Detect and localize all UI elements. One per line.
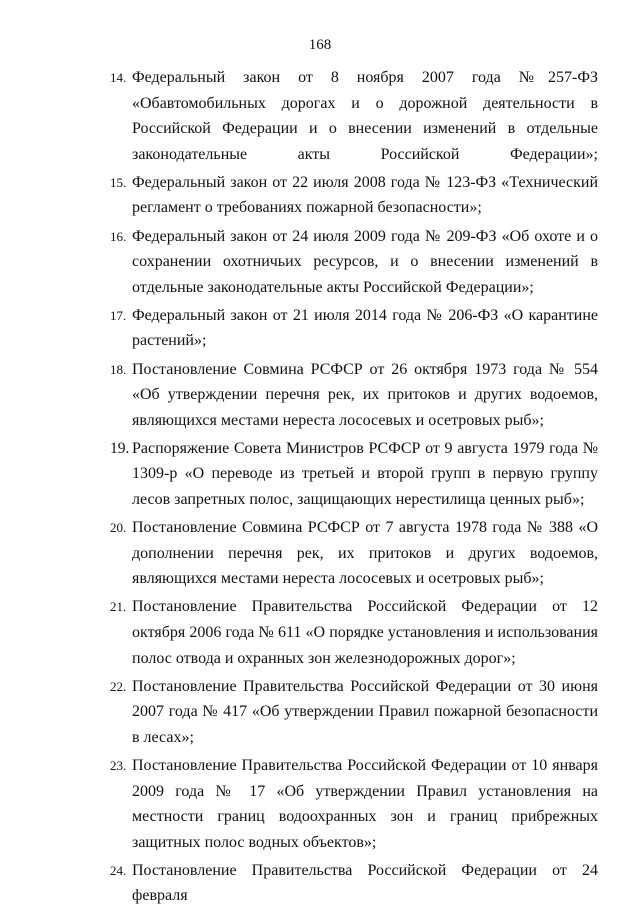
list-item [110,674,598,751]
list-item-text: Постановление Совмина РСФСР от 26 октября 1973 года № 554 «Об утверждении перечня рек, их притоков и других водоемов, являющихся местами нереста лососевых и осетровых рыб»; [132,360,598,429]
list-item-number: 22. [110,678,127,694]
list-item [110,357,598,434]
list-item [110,65,598,167]
list-item-text: Федеральный закон от 8 ноября 2007 года №257-ФЗ «Обавтомобильных дорогах и о дорожной деятельности в Российской Федерации и о внесении изменений в отдельные законодательные акты Российской Федерации»; [132,69,598,163]
page-number: 168 [308,37,332,53]
list-item-number: 18. [110,361,127,377]
list-item-text: Федеральный закон от 24 июля 2009 года № 209-ФЗ «Об охоте и о сохранении охотничьих ресурсов, и о внесении изменений в отдельные законодательные акты Российской Федерации»; [132,227,598,296]
list-item-number: 21. [110,599,127,615]
list-item [110,170,598,221]
list-item-number: 20. [110,520,127,536]
list-item-number: 19. [110,439,130,457]
list-item-number: 24. [110,862,127,878]
legal-reference-list [110,65,598,912]
list-item-number: 23. [110,757,127,773]
list-item [110,224,598,301]
list-item-number: 15. [110,174,127,190]
list-item [110,303,598,354]
list-item-text: Постановление Правительства Российской Федерации от 10 января 2009 года № 17 «Об утверждении Правил установления на местности границ водоохранных зон и границ прибрежных защитных полос водных объектов»; [132,756,598,851]
list-item-text: Постановление Правительства Российской Федерации от 24 февраля [132,861,598,905]
list-item [110,594,598,671]
list-item [110,858,598,909]
list-item-text: Постановление Правительства Российской Федерации от 12 октября 2006 года № 611 «О порядке установления и использования полос отвода и охранных зон железнодорожных дорог»; [132,598,598,667]
list-item-number: 17. [110,307,127,323]
list-item [110,515,598,592]
list-item [110,436,598,513]
list-item-text: Федеральный закон от 21 июля 2014 года № 206-ФЗ «О карантине растений»; [132,306,598,350]
list-item [110,753,598,855]
list-item-number: 14. [110,70,127,85]
list-item-text: Распоряжение Совета Министров РСФСР от 9 августа 1979 года № 1309-р «О переводе из третьей и второй групп в первую группу лесов запретных полос, защищающих нерестилища ценных рыб»; [132,439,598,508]
list-item-number: 16. [110,228,127,244]
list-item-text: Федеральный закон от 22 июля 2008 года № 123-ФЗ «Технический регламент о требованиях пожарной безопасности»; [132,173,598,217]
list-item-text: Постановление Правительства Российской Федерации от 30 июня 2007 года № 417 «Об утверждении Правил пожарной безопасности в лесах»; [132,677,598,746]
list-item-text: Постановление Совмина РСФСР от 7 августа 1978 года № 388 «О дополнении перечня рек, их притоков и других водоемов, являющихся местами нереста лососевых и осетровых рыб»; [132,519,598,588]
